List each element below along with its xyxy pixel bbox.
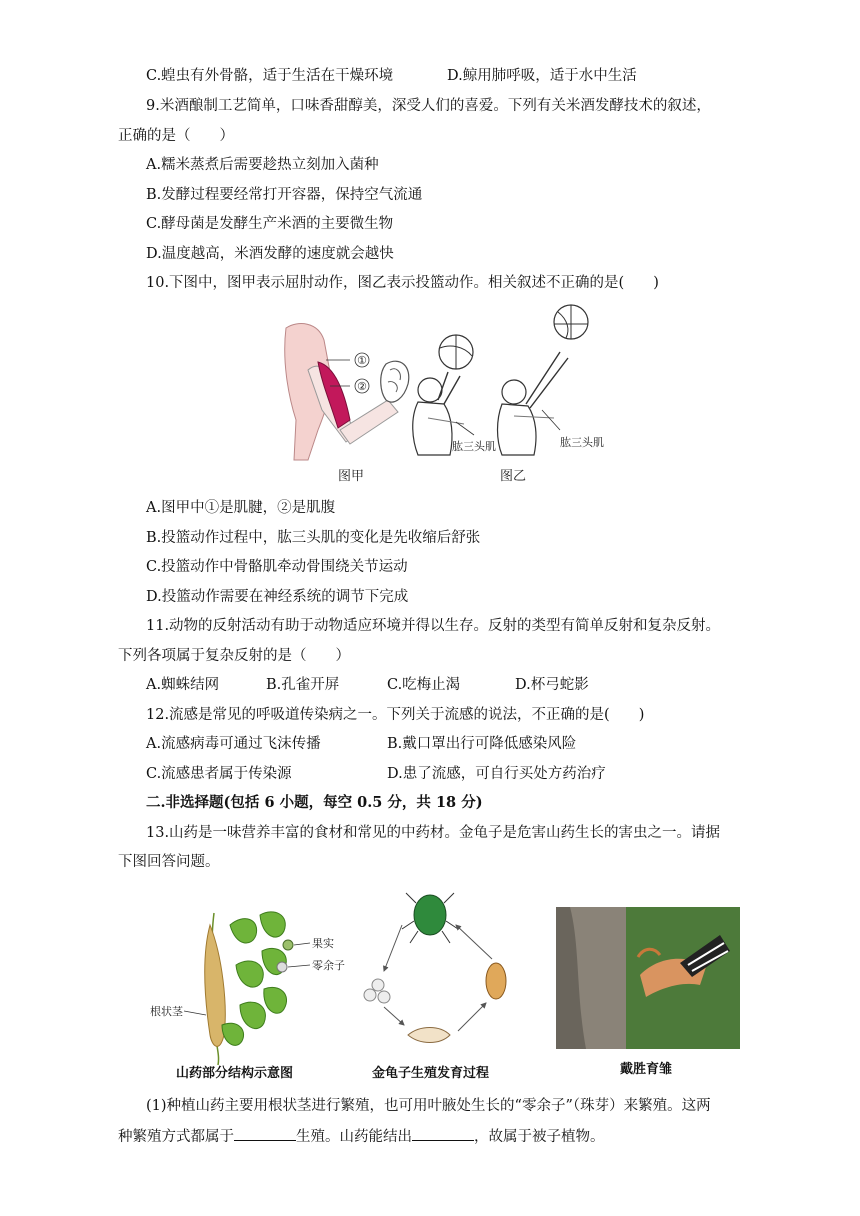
q13-stem-line1: 13.山药是一味营养丰富的食材和常见的中药材。金龟子是危害山药生长的害虫之一。请据 (146, 825, 721, 841)
basketball-illustration (413, 305, 604, 455)
triceps-label-b: 肱三头肌 (560, 436, 604, 449)
fruit-label: 果实 (312, 937, 334, 950)
figure-a-caption: 图甲 (338, 469, 365, 484)
label-2: ② (357, 380, 367, 393)
beetle-caption: 金龟子生殖发育过程 (372, 1066, 490, 1081)
q13-sub1-text-b: 生殖。山药能结出 (296, 1129, 412, 1145)
yam-structure-illustration (150, 912, 345, 1065)
q13-sub1-text-a: 种繁殖方式都属于 (118, 1129, 234, 1145)
section-2-title: 二.非选择题(包括 6 小题，每空 0.5 分，共 18 分) (146, 794, 483, 811)
q10-option-a: A.图甲中①是肌腱，②是肌腹 (146, 500, 336, 516)
q13-sub1-line2 (118, 1126, 605, 1147)
arm-motion-figure (278, 300, 618, 490)
yam-caption: 山药部分结构示意图 (176, 1066, 294, 1081)
rhizome-label: 根状茎 (150, 1005, 183, 1018)
q10-option-d: D.投篮动作需要在神经系统的调节下完成 (146, 589, 409, 605)
q13-sub1-text-c: ，故属于被子植物。 (474, 1129, 605, 1145)
q9-stem-line1: 9.米酒酿制工艺简单，口味香甜醇美，深受人们的喜爱。下列有关米酒发酵技术的叙述， (146, 98, 711, 114)
bulbil-label: 零余子 (312, 959, 345, 972)
q11-stem-line2: 下列各项属于复杂反射的是（ ） (118, 648, 350, 664)
q9-option-b: B.发酵过程要经常打开容器，保持空气流通 (146, 187, 423, 203)
q8-option-c: C.蝗虫有外骨骼，适于生活在干燥环境 (146, 68, 394, 84)
q13-sub1-line1: (1)种植山药主要用根状茎进行繁殖，也可用叶腋处生长的“零余子”（珠芽）来繁殖。这两 (146, 1098, 711, 1114)
q13-stem-line2: 下图回答问题。 (118, 854, 220, 870)
q9-stem-line2: 正确的是（ ） (118, 128, 234, 144)
flexed-arm-illustration (285, 324, 409, 460)
q10-stem: 10.下图中，图甲表示屈肘动作，图乙表示投篮动作。相关叙述不正确的是( ) (146, 275, 659, 291)
q10-option-c: C.投篮动作中骨骼肌牵动骨围绕关节运动 (146, 559, 408, 575)
q10-option-b: B.投篮动作过程中，肱三头肌的变化是先收缩后舒张 (146, 530, 481, 546)
q8-option-d: D.鲸用肺呼吸，适于水中生活 (447, 68, 637, 84)
q12-stem: 12.流感是常见的呼吸道传染病之一。下列关于流感的说法，不正确的是( ) (146, 707, 645, 723)
q12-option-b: B.戴口罩出行可降低感染风险 (387, 736, 577, 752)
answer-blank-2[interactable] (412, 1126, 474, 1141)
q11-option-b: B.孔雀开屏 (266, 677, 340, 693)
q9-option-d: D.温度越高，米酒发酵的速度就会越快 (146, 246, 394, 262)
figure-b-caption: 图乙 (500, 469, 527, 484)
q12-option-a: A.流感病毒可通过飞沫传播 (146, 736, 321, 752)
hoopoe-photo (556, 907, 740, 1049)
q12-option-c: C.流感患者属于传染源 (146, 766, 292, 782)
q11-option-c: C.吃梅止渴 (387, 677, 461, 693)
q11-stem-line1: 11.动物的反射活动有助于动物适应环境并得以生存。反射的类型有简单反射和复杂反射。 (146, 618, 721, 634)
q9-option-a: A.糯米蒸煮后需要趁热立刻加入菌种 (146, 157, 379, 173)
bird-caption: 戴胜育雏 (620, 1062, 673, 1077)
label-1: ① (357, 354, 367, 367)
q11-option-a: A.蜘蛛结网 (146, 677, 220, 693)
q12-option-d: D.患了流感，可自行买处方药治疗 (387, 766, 606, 782)
beetle-lifecycle-illustration (364, 893, 506, 1043)
q11-option-d: D.杯弓蛇影 (515, 677, 589, 693)
answer-blank-1[interactable] (234, 1126, 296, 1141)
yam-beetle-bird-figure (140, 885, 750, 1085)
q9-option-c: C.酵母菌是发酵生产米酒的主要微生物 (146, 216, 394, 232)
triceps-label-a: 肱三头肌 (452, 440, 496, 453)
